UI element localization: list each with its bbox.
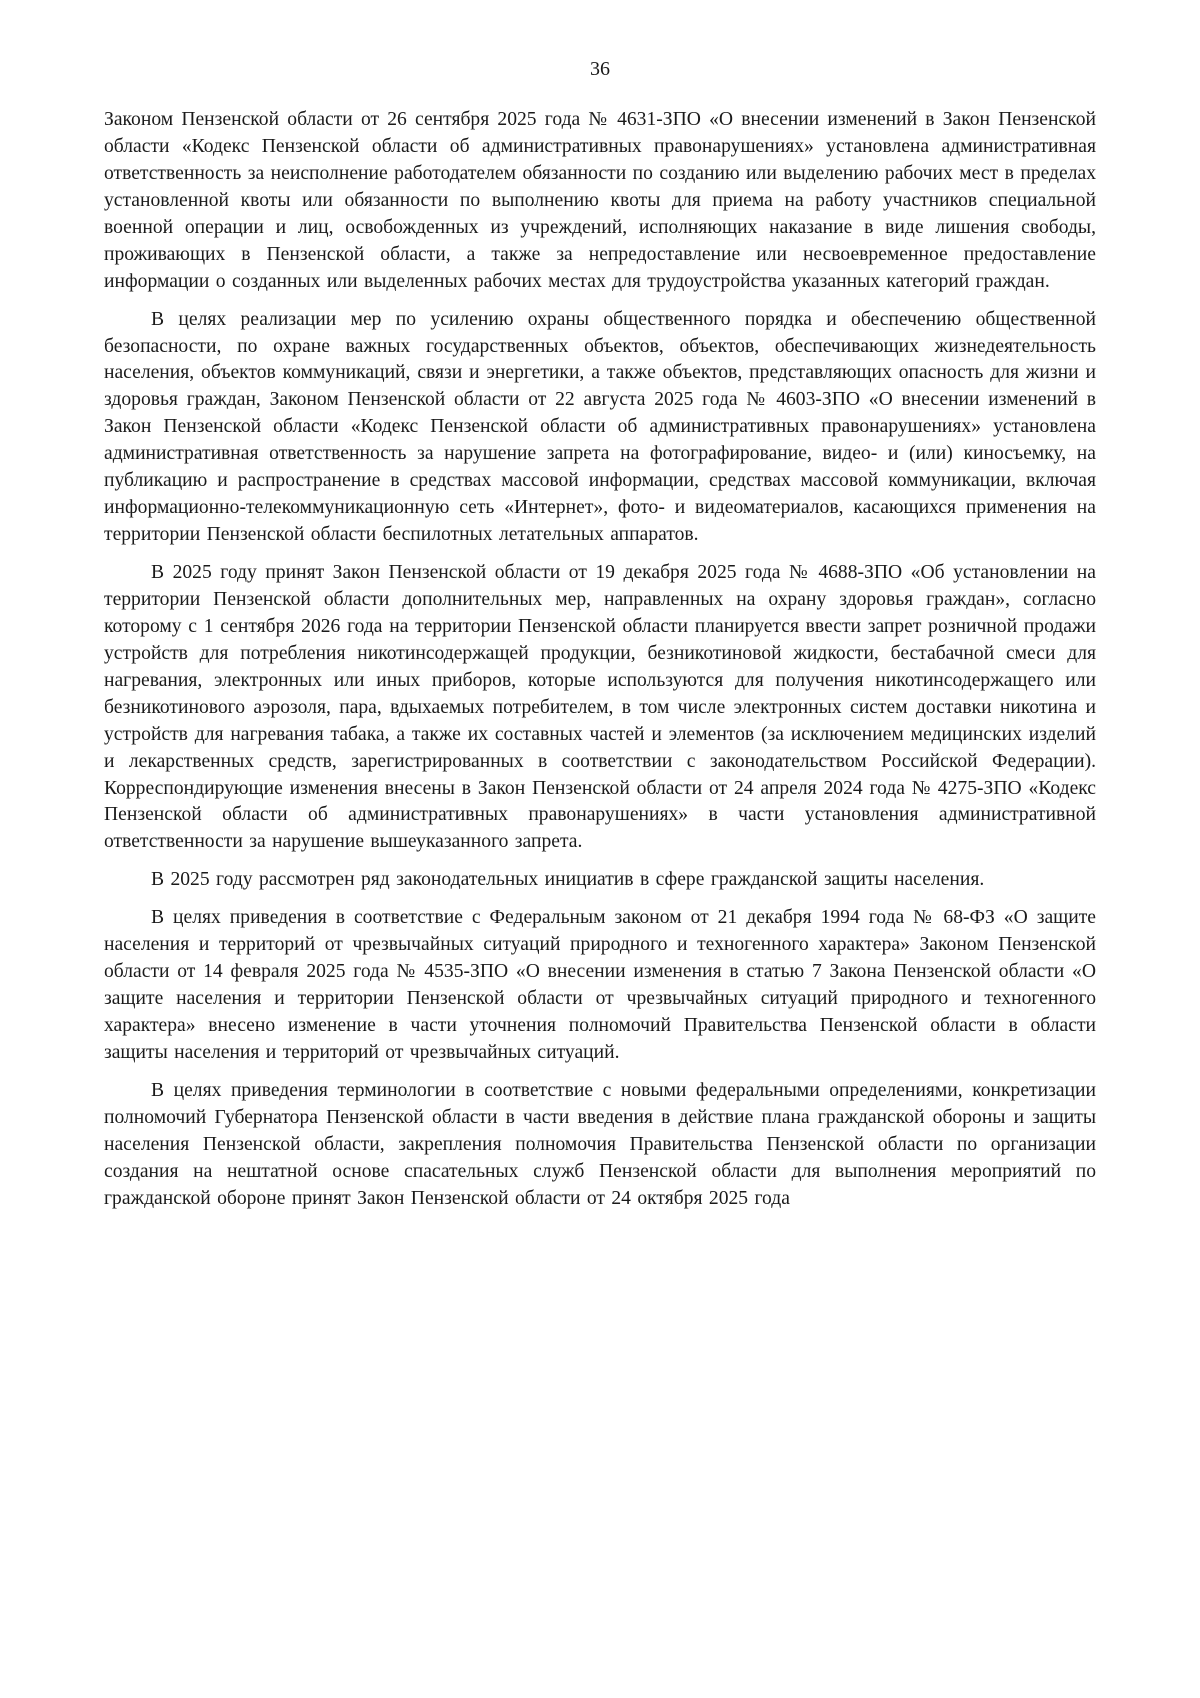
paragraph-law-4688: В 2025 году принят Закон Пензенской области от 19 декабря 2025 года № 4688-ЗПО «Об установлении на территории Пензенской области дополнительных мер, направленных на охрану здоровья граждан», согласно которому с 1 сентября 2026 года на территории Пензенской области планируется ввести запрет розничной продажи устройств для потребления никотинсодержащей продукции, безникотиновой жидкости, бестабачной смеси для нагревания, электронных или иных приборов, которые используются для получения никотинсодержащего или безникотинового аэрозоля, пара, вдыхаемых потребителем, в том числе электронных систем доставки никотина и устройств для нагревания табака, а также их составных частей и элементов (за исключением медицинских изделий и лекарственных средств, зарегистрированных в соответствии с законодательством Российской Федерации). Корреспондирующие изменения внесены в Закон Пензенской области от 24 апреля 2024 года № 4275-ЗПО «Кодекс Пензенской области об административных правонарушениях» в части установления административной ответственности за нарушение вышеуказанного запрета. bbox=[104, 562, 1096, 853]
paragraph-civil-defense-law: В целях приведения терминологии в соответствие с новыми федеральными определениями, конкретизации полномочий Губернатора Пензенской области в части введения в действие плана гражданской обороны и защиты населения Пензенской области, закрепления полномочия Правительства Пензенской области по организации создания на нештатной основе спасательных служб Пензенской области для выполнения мероприятий по гражданской обороне принят Закон Пензенской области от 24 октября 2025 года bbox=[104, 1079, 1096, 1209]
paragraph-civil-protection-intro: В 2025 году рассмотрен ряд законодательных инициатив в сфере гражданской защиты населения. bbox=[151, 869, 985, 891]
paragraph-law-4603: В целях реализации мер по усилению охраны общественного порядка и обеспечению общественной безопасности, по охране важных государственных объектов, объектов, обеспечивающих жизнедеятельность населения, объектов коммуникаций, связи и энергетики, а также объектов, представляющих опасность для жизни и здоровья граждан, Законом Пензенской области от 22 августа 2025 года № 4603-ЗПО «О внесении изменений в Закон Пензенской области «Кодекс Пензенской области об административных правонарушениях» установлена административная ответственность за нарушение запрета на фотографирование, видео- и (или) киносъемку, на публикацию и распространение в средствах массовой информации, средствах массовой коммуникации, включая информационно-телекоммуникационную сеть «Интернет», фото- и видеоматериалов, касающихся применения на территории Пензенской области беспилотных летательных аппаратов. bbox=[104, 308, 1096, 546]
page-number: 36 bbox=[590, 58, 610, 80]
paragraph-law-4535: В целях приведения в соответствие с Федеральным законом от 21 декабря 1994 года № 68-ФЗ «О защите населения и территорий от чрезвычайных ситуаций природного и техногенного характера» Законом Пензенской области от 14 февраля 2025 года № 4535-ЗПО «О внесении изменения в статью 7 Закона Пензенской области «О защите населения и территории Пензенской области от чрезвычайных ситуаций природного и техногенного характера» внесено изменение в части уточнения полномочий Правительства Пензенской области в области защиты населения и территорий от чрезвычайных ситуаций. bbox=[104, 907, 1096, 1063]
paragraph-law-4631: Законом Пензенской области от 26 сентября 2025 года № 4631-ЗПО «О внесении изменений в Закон Пензенской области «Кодекс Пензенской области об административных правонарушениях» установлена административная ответственность за неисполнение работодателем обязанности по созданию или выделению рабочих мест в пределах установленной квоты или обязанности по выполнению квоты для приема на работу участников специальной военной операции и лиц, освобожденных из учреждений, исполняющих наказание в виде лишения свободы, проживающих в Пензенской области, а также за непредоставление или несвоевременное предоставление информации о созданных или выделенных рабочих местах для трудоустройства указанных категорий граждан. bbox=[104, 109, 1096, 292]
